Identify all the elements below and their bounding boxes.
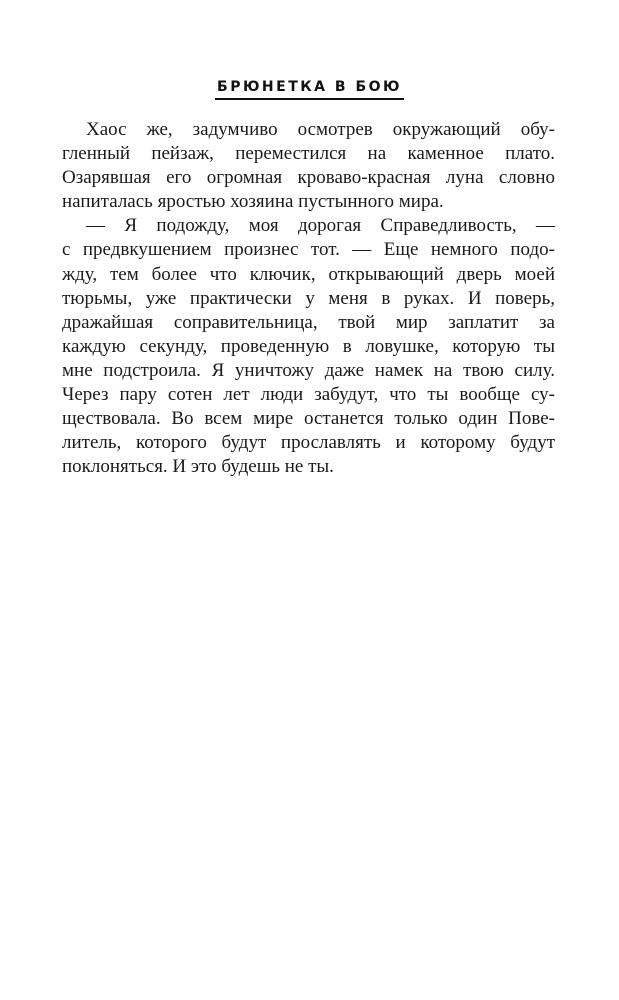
- text-line: мне подстроила. Я уничтожу даже намек на твою силу.: [62, 359, 555, 381]
- text-line: жду, тем более что ключик, открывающий дверь моей: [62, 263, 555, 285]
- text-line: Озарявшая его огромная кроваво-красная луна словно: [62, 167, 555, 189]
- text-line: Хаос же, задумчиво осмотрев окружающий обу-: [86, 119, 555, 140]
- text-line: с предвкушением произнес тот. — Еще немного подо-: [62, 239, 555, 261]
- text-line: — Я подожду, моя дорогая Справедливость, —: [86, 215, 555, 237]
- text-line: каждую секунду, проведенную в ловушке, которую ты: [62, 335, 555, 357]
- running-head-title: БРЮНЕТКА В БОЮ: [215, 78, 404, 100]
- text-line: ществовала. Во всем мире останется только один Пове-: [62, 408, 555, 430]
- text-line: напиталась яростью хозяина пустынного мира.: [62, 191, 444, 213]
- text-line: гленный пейзаж, переместился на каменное плато.: [62, 143, 555, 165]
- text-line: литель, которого будут прославлять и которому будут: [62, 432, 555, 454]
- text-line: дражайшая соправительница, твой мир заплатит за: [62, 311, 555, 333]
- text-line: тюрьмы, уже практически у меня в руках. И поверь,: [62, 287, 555, 309]
- running-head: [0, 78, 619, 100]
- body-text: [62, 118, 555, 479]
- text-line: Через пару сотен лет люди забудут, что ты вообще су-: [62, 384, 555, 406]
- text-line: поклоняться. И это будешь не ты.: [62, 456, 334, 478]
